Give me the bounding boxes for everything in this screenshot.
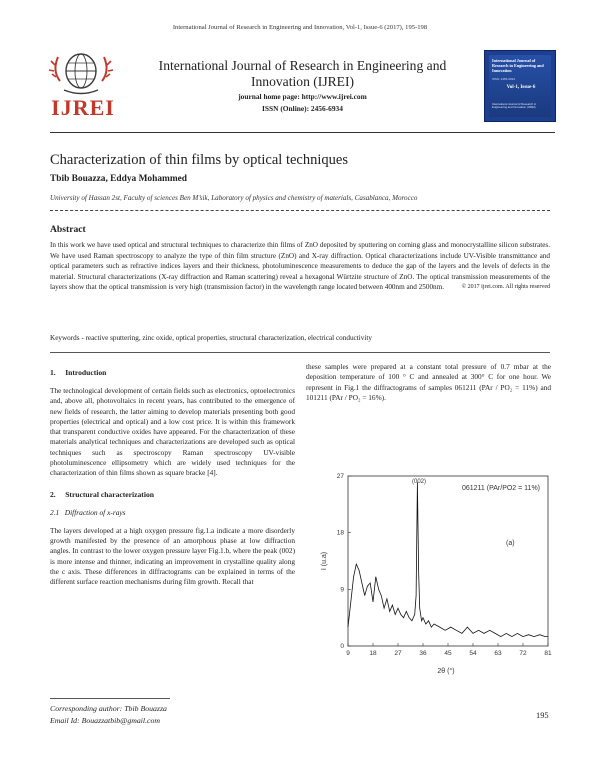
y-tick-label: 9: [340, 586, 344, 594]
x-tick-label: 9: [346, 650, 350, 657]
author-email[interactable]: Email Id: Bouazzatbib@gmail.com: [50, 716, 161, 725]
right-column-paragraph: these samples were prepared at a constant total pressure of 0.7 mbar at the deposition temperature of 100 ° C and annealed at 300° C for one hour. We represent in Fig.1 the diffractograms of samples 061211 (PAr / PO₂ = 11%) and 101211 (PAr / PO₂ = 16%).: [306, 362, 551, 402]
page-number: 195: [536, 711, 549, 720]
y-tick-label: 0: [340, 643, 344, 650]
journal-logo: [40, 47, 122, 123]
running-head: International Journal of Research in Engineering and Innovation, Vol-1, Issue-6 (2017), 195-198: [172, 24, 428, 31]
affiliation-divider: [50, 210, 550, 211]
footer-divider: [50, 698, 170, 699]
chart-title: 061211 (PAr/PO2 = 11%): [461, 485, 540, 492]
corresponding-author: Corresponding author: Tbib Bouazza: [50, 704, 167, 713]
y-axis-label: I (u.a): [321, 551, 328, 571]
y-tick-label: 18: [336, 529, 344, 537]
x-tick-label: 72: [519, 650, 527, 657]
xrd-chart: [304, 466, 554, 676]
x-tick-label: 36: [419, 650, 427, 657]
affiliation: University of Hassan 2st, Faculty of sciences Ben M’sik, Laboratory of physics and chemistry of materials, Casablanca, Morocco: [50, 194, 418, 202]
abstract-body: In this work we have used optical and structural techniques to characterize thin films of ZnO deposited by sputtering on corning glass and monocrystalline silicon substrates. We have used Raman spectroscopy to analyze the type of thin film structure (ZnO) and X-ray diffraction. Optical characterizations include UV-Visible transmittance and optical parameters such as refractive indices layers and their thickness, photoluminescence measurements to deduce the gap of the layers and the levels of defects in the material. Structural characterizations (X-ray diffraction and Raman scattering) reveal a hexagonal Würtzite structure of ZnO. The optical transmission measurements of the layers show that the optical transmission is very high (transmission factor) in the wavelength range located between 400nm and 2500nm.: [50, 241, 550, 292]
section-heading-introduction: 1. Introduction: [50, 368, 107, 377]
x-axis-label: 2θ (°): [437, 668, 455, 675]
abstract-heading: Abstract: [50, 224, 86, 235]
keywords: Keywords - reactive sputtering, zinc oxide, optical properties, structural characterization, electrical conductivity: [50, 334, 372, 342]
section-heading-structural: 2. Structural characterization: [50, 489, 154, 499]
cover-issue: Vol-1, Issue-6: [506, 85, 536, 90]
journal-cover-image: [484, 50, 556, 122]
left-column: [50, 368, 295, 587]
paper-title: Characterization of thin films by optical techniques: [50, 152, 348, 168]
peak-annotation: (002): [411, 479, 427, 485]
xray-paragraph: The layers developed at a high oxygen pressure fig.1.a indicate a more disorderly growth manifested by the presence of an amorphous phase at low diffraction angles. In contrast to the lower oxygen pressure layer Fig.1.b, where the peak (002) is more intense and thinner, indicating an improvement in crystalline quality along the c axis. These differences in diffractograms can be explained in terms of the different surface reaction mechanisms during film growth. Recall that: [50, 525, 295, 587]
subsection-heading-xray: 2.1 Diffraction of x-rays: [50, 507, 126, 517]
introduction-paragraph: The technological development of certain fields such as electronics, optoelectronics and, above all, photovoltaics in recent years, has contributed to the emergence of new fields of research, the latter aiming to develop materials presenting both good properties (electrical and optical) and a low cost price. It is within this framework that transparent conductive oxides have appeared. For the characterization of these materials analytical techniques and characterizations are developed such as optical techniques such as spectroscopy Raman spectroscopy UV-visible photoluminescence ellipsometry which are widely used techniques for the characterization of thin films shown as square bracke [4].: [50, 386, 295, 478]
journal-title: International Journal of Research in Engineering and Innovation (IJREI): [158, 58, 447, 89]
plot-frame: [348, 476, 548, 646]
cover-title: International Journal of Research in Engineering and Innovation: [492, 58, 544, 73]
header-divider: [50, 132, 555, 133]
x-tick-labels: [346, 643, 552, 657]
journal-home-page[interactable]: journal home page: http://www.ijrei.com: [238, 92, 367, 101]
xrd-series-line: [348, 482, 548, 636]
x-tick-label: 27: [394, 650, 402, 657]
x-tick-label: 81: [544, 650, 552, 657]
x-tick-label: 63: [494, 650, 502, 657]
cover-publisher: International Journal of Research in Engineering and Innovation (IJREI): [492, 102, 537, 110]
abstract-divider: [50, 352, 550, 353]
cover-issn: ISSN: 2456-6934: [492, 77, 516, 81]
journal-issn: ISSN (Online): 2456-6934: [262, 104, 343, 113]
x-tick-label: 45: [444, 650, 452, 657]
panel-label: (a): [506, 540, 515, 547]
y-tick-labels: [337, 473, 351, 650]
authors: Tbib Bouazza, Eddya Mohammed: [50, 174, 187, 184]
copyright-notice: © 2017 ijrei.com. All rights reserved: [461, 284, 550, 291]
logo-text: IJREI: [51, 95, 115, 120]
xrd-figure: [304, 466, 554, 676]
x-tick-label: 54: [469, 650, 477, 657]
x-tick-label: 18: [369, 650, 377, 657]
y-tick-label: 27: [336, 473, 344, 480]
abstract-text: [50, 240, 550, 293]
